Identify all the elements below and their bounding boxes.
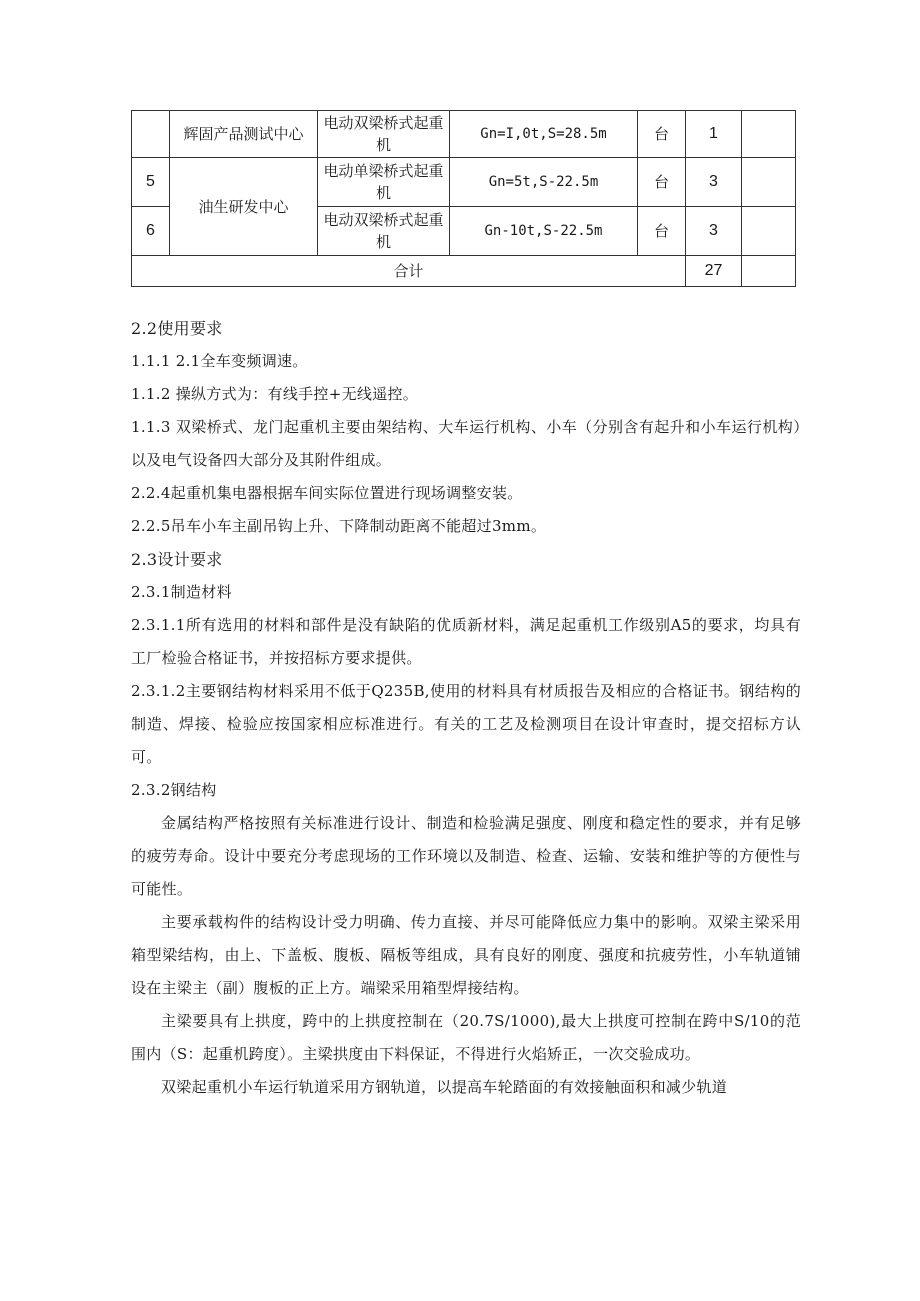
- paragraph: 1.1.1 2.1全车变频调速。: [131, 352, 308, 370]
- unit-cell: 台: [638, 158, 686, 207]
- specification-cell: Gn-10t,S-22.5m: [450, 207, 638, 256]
- paragraph: 2.2.4起重机集电器根据车间实际位置进行现场调整安装。: [131, 484, 523, 502]
- paragraph: 主要承载构件的结构设计受力明确、传力直接、并尽可能降低应力集中的影响。双梁主梁采用箱型梁结构，由上、下盖板、腹板、隔板等组成，具有良好的刚度、强度和抗疲劳性，小车轨道铺设在主梁主（副）腹板的正上方。端梁采用箱型焊接结构。: [131, 913, 801, 997]
- organization-cell: 油生研发中心: [170, 158, 318, 256]
- equipment-type-cell: 电动单梁桥式起重机: [318, 158, 450, 207]
- row-number-cell: [132, 111, 170, 158]
- paragraph: 2.2.5吊车小车主副吊钩上升、下降制动距离不能超过3mm。: [131, 517, 547, 535]
- note-cell: [742, 111, 796, 158]
- table-row: [132, 158, 796, 207]
- paragraph: 主梁要具有上拱度，跨中的上拱度控制在（20.7S/1000),最大上拱度可控制在跨中S/10的范围内（S：起重机跨度）。主梁拱度由下料保证，不得进行火焰矫正，一次交验成功。: [131, 1012, 801, 1063]
- paragraph: 双梁起重机小车运行轨道采用方钢轨道，以提高车轮踏面的有效接触面积和减少轨道: [161, 1078, 728, 1096]
- body-text: [131, 312, 801, 1104]
- paragraph: 金属结构严格按照有关标准进行设计、制造和检验满足强度、刚度和稳定性的要求，并有足够的疲劳寿命。设计中要充分考虑现场的工作环境以及制造、检查、运输、安装和维护等的方便性与可能性。: [131, 814, 801, 898]
- paragraph: 1.1.3 双梁桥式、龙门起重机主要由架结构、大车运行机构、小车（分别含有起升和小车运行机构）以及电气设备四大部分及其附件组成。: [131, 418, 801, 469]
- total-quantity-cell: 27: [686, 256, 742, 287]
- subsection-heading: 2.3.1制造材料: [131, 583, 232, 601]
- table-row: [132, 111, 796, 158]
- paragraph: 1.1.2 操纵方式为：有线手控+无线遥控。: [131, 385, 419, 403]
- row-number-cell: 5: [132, 158, 170, 207]
- specification-cell: Gn=5t,S-22.5m: [450, 158, 638, 207]
- equipment-type-cell: 电动双梁桥式起重机: [318, 111, 450, 158]
- quantity-cell: 3: [686, 158, 742, 207]
- quantity-cell: 1: [686, 111, 742, 158]
- table-total-row: [132, 256, 796, 287]
- paragraph: 2.3.1.2主要钢结构材料采用不低于Q235B,使用的材料具有材质报告及相应的合格证书。钢结构的制造、焊接、检验应按国家相应标准进行。有关的工艺及检测项目在设计审查时，提交招标方认可。: [131, 682, 801, 766]
- note-cell: [742, 158, 796, 207]
- equipment-table: [131, 110, 796, 287]
- unit-cell: 台: [638, 111, 686, 158]
- unit-cell: 台: [638, 207, 686, 256]
- organization-cell: 辉固产品测试中心: [170, 111, 318, 158]
- section-heading: 2.3设计要求: [131, 550, 223, 569]
- equipment-type-cell: 电动双梁桥式起重机: [318, 207, 450, 256]
- section-heading: 2.2使用要求: [131, 319, 223, 338]
- row-number-cell: 6: [132, 207, 170, 256]
- specification-cell: Gn=I,0t,S=28.5m: [450, 111, 638, 158]
- subsection-heading: 2.3.2钢结构: [131, 781, 217, 799]
- total-note-cell: [742, 256, 796, 287]
- quantity-cell: 3: [686, 207, 742, 256]
- note-cell: [742, 207, 796, 256]
- paragraph: 2.3.1.1所有选用的材料和部件是没有缺陷的优质新材料，满足起重机工作级别A5的要求，均具有工厂检验合格证书，并按招标方要求提供。: [131, 616, 801, 667]
- total-label-cell: 合计: [132, 256, 686, 287]
